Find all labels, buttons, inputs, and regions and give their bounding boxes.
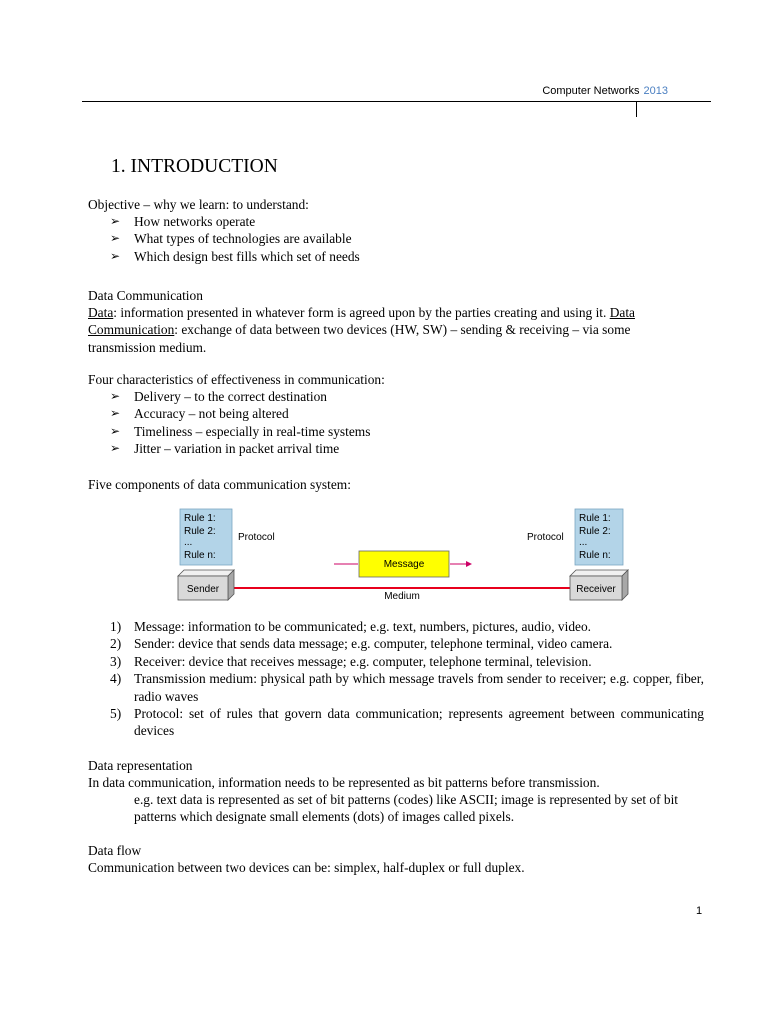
list-item: 2) Sender: device that sends data message; e.g. computer, telephone terminal, video camera.	[110, 636, 613, 652]
list-item: ➢ Delivery – to the correct destination	[110, 389, 327, 404]
protocol-label-right: Protocol	[527, 532, 564, 543]
section-title-data-communication: Data Communication	[88, 288, 203, 303]
arrow-bullet-icon: ➢	[110, 406, 121, 421]
list-item: ➢ Which design best fills which set of needs	[110, 248, 360, 264]
objective-list	[110, 213, 360, 265]
section-title-data-representation: Data representation	[88, 758, 193, 773]
term-data-communication-a: Data	[609, 305, 635, 320]
list-item: 5) Protocol: set of rules that govern data communication; represents agreement between communicating devices	[110, 706, 704, 739]
page-number: 1	[696, 905, 703, 917]
rule-1-left: Rule 1:	[184, 513, 216, 524]
objective-intro: Objective – why we learn: to understand:	[88, 197, 309, 212]
communication-diagram	[172, 506, 632, 606]
arrow-bullet-icon: ➢	[110, 441, 121, 456]
rules-box-right	[575, 509, 623, 565]
receiver-label: Receiver	[576, 584, 616, 595]
header-rule-tick	[636, 101, 637, 117]
rule-n-left: Rule n:	[184, 550, 216, 561]
protocol-label-left: Protocol	[238, 532, 275, 543]
medium-label: Medium	[384, 591, 420, 602]
sender-device	[178, 570, 234, 600]
arrow-bullet-icon: ➢	[110, 214, 121, 228]
rules-box-left	[180, 509, 232, 565]
section-title-data-flow: Data flow	[88, 843, 142, 858]
rule-2-left: Rule 2:	[184, 526, 216, 537]
list-item: ➢ Jitter – variation in packet arrival time	[110, 441, 340, 457]
list-item: ➢ What types of technologies are available	[110, 231, 352, 247]
receiver-device	[570, 570, 628, 600]
arrow-bullet-icon: ➢	[110, 423, 121, 438]
characteristics-list	[110, 388, 370, 458]
rule-2-right: Rule 2:	[579, 526, 611, 537]
list-item: ➢ Accuracy – not being altered	[110, 406, 289, 422]
rule-1-right: Rule 1:	[579, 513, 611, 524]
data-communication-definition: Data: information presented in whatever form is agreed upon by the parties creating and using it. Data Communication: exchange of data between two devices (HW, SW) – sending & receiving – via some transmission medium.	[88, 305, 635, 355]
data-flow-text: Communication between two devices can be: simplex, half-duplex or full duplex.	[88, 860, 525, 875]
message-label: Message	[383, 559, 425, 570]
page-header	[0, 85, 668, 97]
list-item: ➢ Timeliness – especially in real-time systems	[110, 423, 371, 439]
term-data: Data	[88, 305, 114, 320]
characteristics-intro: Four characteristics of effectiveness in communication:	[88, 372, 385, 387]
rule-n-right: Rule n:	[579, 550, 611, 561]
arrow-bullet-icon: ➢	[110, 389, 121, 403]
header-title: Computer Networks	[542, 85, 640, 97]
list-item: ➢ How networks operate	[110, 214, 256, 229]
sender-label: Sender	[186, 584, 220, 595]
data-representation-text: In data communication, information needs to be represented as bit patterns before transmission.	[88, 775, 600, 790]
components-list	[110, 618, 704, 740]
page-title: 1. INTRODUCTION	[111, 156, 278, 177]
arrow-bullet-icon: ➢	[110, 231, 121, 246]
data-representation-example: e.g. text data is represented as set of bit patterns (codes) like ASCII; image is represented by set of bit patterns which designate small elements (dots) of images called pixels.	[134, 792, 679, 825]
list-item: 1) Message: information to be communicated; e.g. text, numbers, pictures, audio, video.	[110, 619, 592, 634]
list-item: 3) Receiver: device that receives message; e.g. computer, telephone terminal, television.	[110, 653, 592, 669]
rule-dots-right: ...	[579, 537, 588, 548]
rule-dots-left: ...	[184, 537, 193, 548]
header-year: 2013	[643, 85, 668, 97]
components-intro: Five components of data communication system:	[88, 477, 351, 492]
header-rule	[82, 101, 711, 102]
term-data-communication-b: Communication	[88, 322, 175, 338]
arrow-bullet-icon: ➢	[110, 248, 121, 263]
list-item: 4) Transmission medium: physical path by which message travels from sender to receiver; e.g. copper, fiber, radio waves	[110, 671, 704, 704]
